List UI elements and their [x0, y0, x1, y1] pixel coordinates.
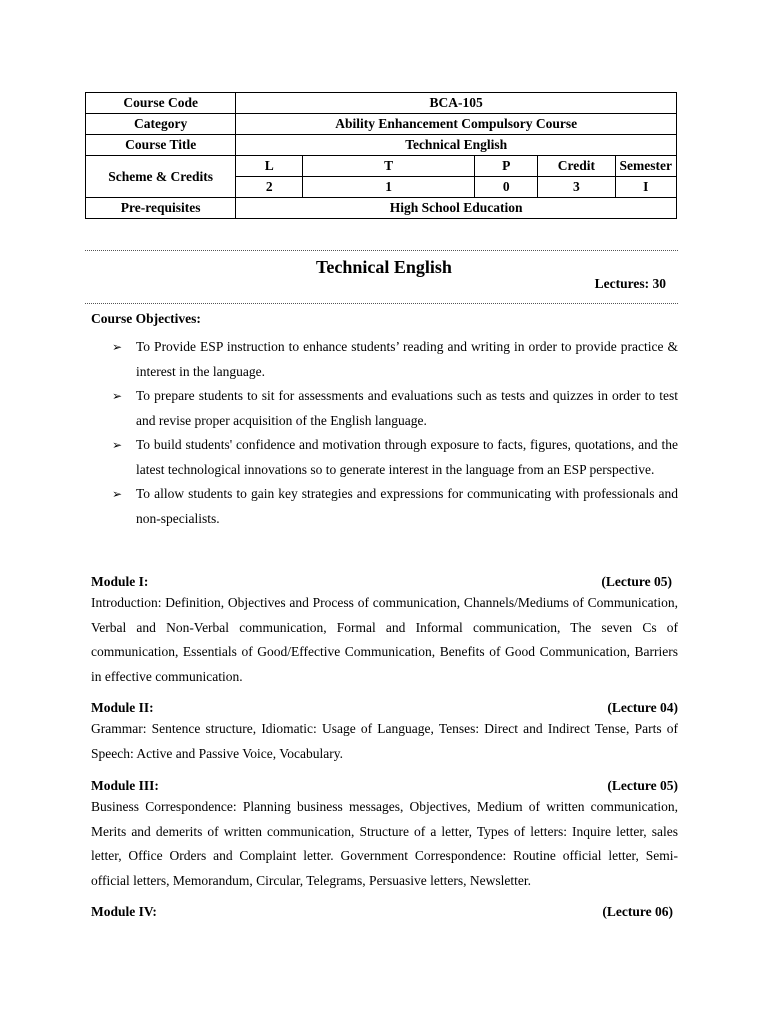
module-section [91, 903, 678, 921]
list-item [112, 384, 678, 433]
table-row [86, 156, 677, 177]
course-title-label: Course Title [86, 135, 236, 156]
module-section [91, 699, 678, 766]
module-lecture-count: (Lecture 06) [602, 904, 673, 919]
scheme-value-semester: I [615, 177, 676, 198]
objective-text: To build students' confidence and motivation through exposure to facts, figures, quotations, and the latest technological innovations so to generate interest in the language from an ESP perspective. [136, 437, 678, 477]
course-code-value: BCA-105 [236, 93, 677, 114]
objective-text: To allow students to gain key strategies and expressions for communicating with professionals and non-specialists. [136, 486, 678, 526]
objective-text: To prepare students to sit for assessments and evaluations such as tests and quizzes in order to test and revise proper acquisition of the English language. [136, 388, 678, 428]
module-header [91, 699, 678, 717]
course-title-value: Technical English [236, 135, 677, 156]
module-title: Module II: [91, 700, 154, 715]
scheme-header-p: P [475, 156, 538, 177]
module-header [91, 777, 678, 795]
module-section [91, 777, 678, 893]
module-lecture-count: (Lecture 05) [601, 574, 672, 589]
module-body: Business Correspondence: Planning business messages, Objectives, Medium of written communication, Merits and demerits of written communication, Structure of a letter, Types of letters: Inquire letter, sales letter, Office Orders and Complaint letter. Government Correspondence: Routine official letter, Semi-official letters, Memorandum, Circular, Telegrams, Persuasive letters, Newsletter. [91, 799, 678, 888]
list-item [112, 335, 678, 384]
module-title: Module IV: [91, 904, 157, 919]
course-code-label: Course Code [86, 93, 236, 114]
scheme-value-t: 1 [303, 177, 475, 198]
list-item [112, 433, 678, 482]
category-value: Ability Enhancement Compulsory Course [236, 114, 677, 135]
scheme-header-semester: Semester [615, 156, 676, 177]
module-title: Module III: [91, 778, 159, 793]
prerequisites-label: Pre-requisites [86, 198, 236, 219]
list-item [112, 482, 678, 531]
arrow-bullet-icon: ➢ [112, 487, 123, 501]
module-lecture-count: (Lecture 05) [607, 778, 678, 793]
table-row [86, 198, 677, 219]
arrow-bullet-icon: ➢ [112, 438, 123, 452]
module-lecture-count: (Lecture 04) [607, 700, 678, 715]
total-lectures: Lectures: 30 [594, 276, 666, 291]
scheme-value-p: 0 [475, 177, 538, 198]
dotted-divider [85, 250, 678, 251]
table-row [86, 114, 677, 135]
scheme-credits-label: Scheme & Credits [86, 156, 236, 198]
category-label: Category [86, 114, 236, 135]
scheme-value-credit: 3 [538, 177, 615, 198]
page-title: Technical English [316, 257, 452, 277]
arrow-bullet-icon: ➢ [112, 389, 123, 403]
module-body: Introduction: Definition, Objectives and Process of communication, Channels/Mediums of Communication, Verbal and Non-Verbal communication, Formal and Informal communication, The seven Cs of communication, Essentials of Good/Effective Communication, Benefits of Good Communication, Barriers in effective communication. [91, 595, 678, 684]
scheme-header-l: L [236, 156, 303, 177]
prerequisites-value: High School Education [236, 198, 677, 219]
module-section [91, 573, 678, 689]
scheme-header-credit: Credit [538, 156, 615, 177]
table-row [86, 135, 677, 156]
module-header [91, 903, 678, 921]
module-body: Grammar: Sentence structure, Idiomatic: Usage of Language, Tenses: Direct and Indirect Tense, Parts of Speech: Active and Passive Voice, Vocabulary. [91, 721, 678, 761]
arrow-bullet-icon: ➢ [112, 340, 123, 354]
scheme-header-t: T [303, 156, 475, 177]
module-header [91, 573, 678, 591]
scheme-value-l: 2 [236, 177, 303, 198]
module-title: Module I: [91, 574, 149, 589]
course-info-table [85, 92, 677, 219]
objective-text: To Provide ESP instruction to enhance students’ reading and writing in order to provide practice & interest in the language. [136, 339, 678, 379]
table-row [86, 93, 677, 114]
dotted-divider [85, 303, 678, 304]
objectives-list [112, 335, 678, 531]
objectives-heading: Course Objectives: [91, 311, 201, 326]
